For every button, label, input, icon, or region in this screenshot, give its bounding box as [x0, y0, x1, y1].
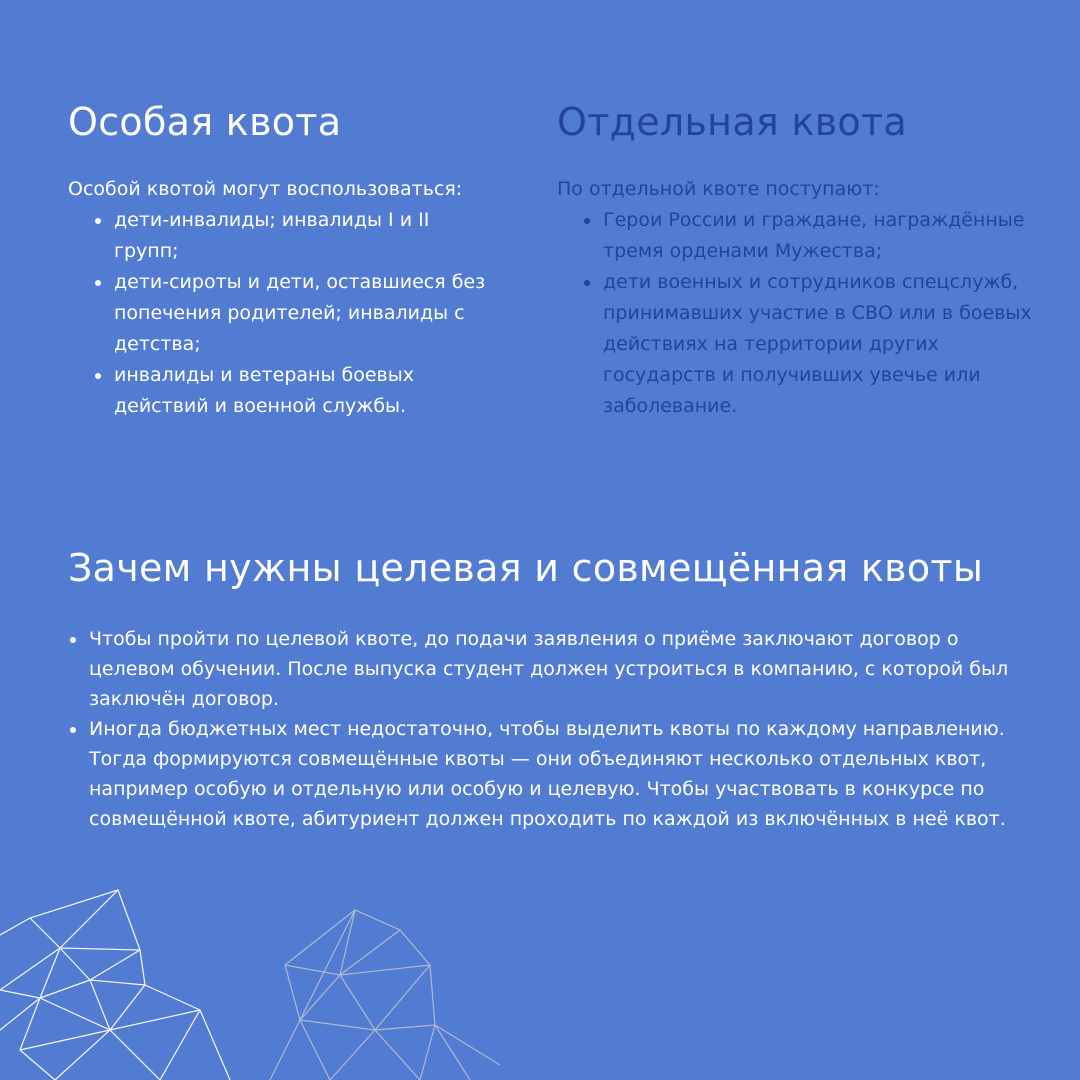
- why-quotas-section: [68, 542, 1048, 834]
- separate-quota-list: [557, 205, 1037, 422]
- separate-quota-intro: По отдельной квоте поступают:: [557, 178, 880, 200]
- separate-quota-section: [557, 96, 1037, 422]
- list-item: дети военных и сотрудников спецслужб, принимавших участие в СВО или в боевых действиях на территории других государств и получивших увечье или заболевание.: [603, 267, 1037, 422]
- polygon-mesh-decoration: [0, 880, 520, 1080]
- list-item: дети-инвалиды; инвалиды I и II групп;: [114, 205, 488, 267]
- why-quotas-title: Зачем нужны целевая и совмещённая квоты: [68, 546, 984, 590]
- separate-quota-title: Отдельная квота: [557, 100, 907, 144]
- list-item: инвалиды и ветераны боевых действий и военной службы.: [114, 360, 488, 422]
- special-quota-intro: Особой квотой могут воспользоваться:: [68, 178, 463, 200]
- why-quotas-list: [68, 624, 1048, 834]
- special-quota-list: [68, 205, 488, 422]
- list-item: Иногда бюджетных мест недостаточно, чтобы выделить квоты по каждому направлению. Тогда формируются совмещённые квоты — они объединяют несколько отдельных квот, например особую и отдельную или особую и целевую. Чтобы участвовать в конкурсе по совмещённой квоте, абитуриент должен проходить по каждой из включённых в неё квот.: [89, 714, 1048, 834]
- special-quota-title: Особая квота: [68, 100, 342, 144]
- special-quota-section: [68, 96, 488, 422]
- list-item: Чтобы пройти по целевой квоте, до подачи заявления о приёме заключают договор о целевом обучении. После выпуска студент должен устроиться в компанию, с которой был заключён договор.: [89, 624, 1048, 714]
- list-item: дети-сироты и дети, оставшиеся без попечения родителей; инвалиды с детства;: [114, 267, 488, 360]
- list-item: Герои России и граждане, награждённые тремя орденами Мужества;: [603, 205, 1037, 267]
